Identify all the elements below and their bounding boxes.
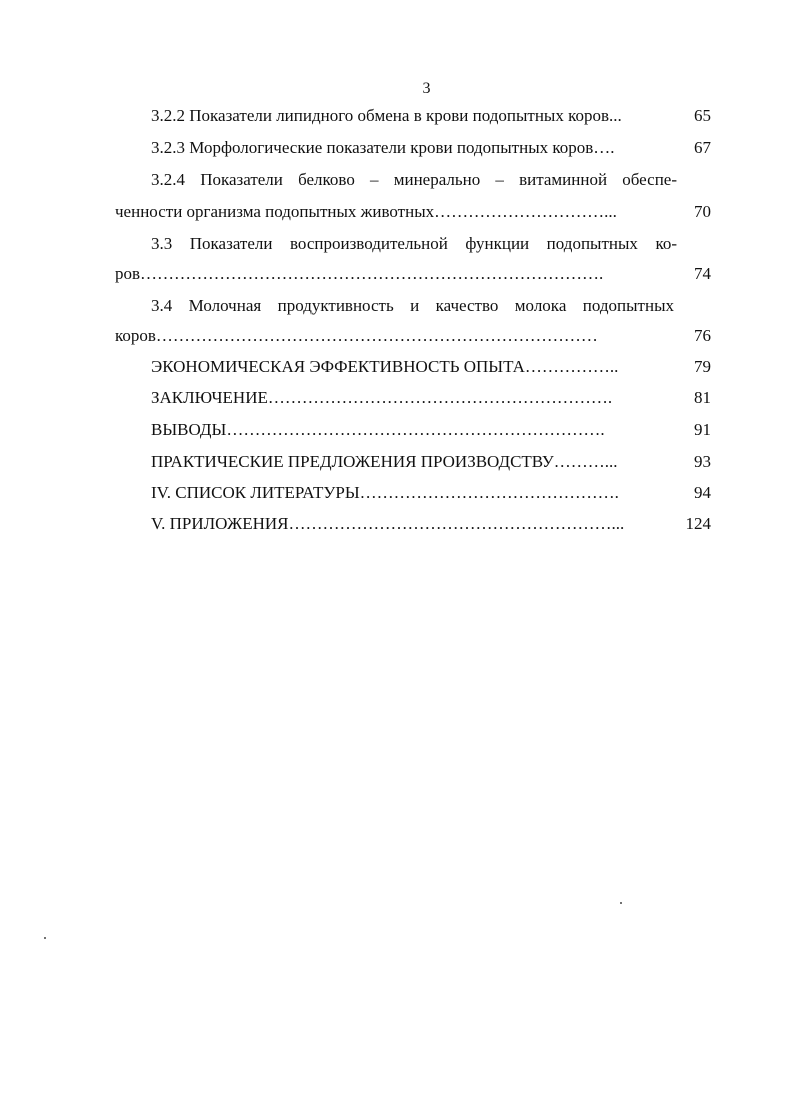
- toc-entry-title: V. ПРИЛОЖЕНИЯ…………………………………………………...: [151, 514, 625, 533]
- toc-entry-title-continued: ченности организма подопытных животных…………………………...: [115, 202, 617, 221]
- toc-entry: [0, 355, 799, 379]
- toc-entry-page: 65: [694, 106, 711, 125]
- toc-entry-title: ЭКОНОМИЧЕСКАЯ ЭФФЕКТИВНОСТЬ ОПЫТА……………..: [151, 357, 619, 376]
- toc-entry: [0, 418, 799, 442]
- toc-entry-title: 3.2.3 Морфологические показатели крови подопытных коров….: [151, 138, 615, 157]
- toc-entry-title: 3.4 Молочная продуктивность и качество молока подопытных: [151, 296, 674, 315]
- toc-entry: [0, 104, 799, 128]
- toc-entry: [0, 512, 799, 536]
- page-number: 3: [422, 80, 431, 97]
- toc-entry-page: 67: [694, 138, 711, 157]
- toc-entry-title: ВЫВОДЫ………………………………………………………….: [151, 420, 605, 439]
- toc-entry-page: 93: [694, 452, 711, 471]
- scan-speck: [620, 902, 622, 904]
- toc-entry-title: 3.3 Показатели воспроизводительной функции подопытных ко-: [151, 234, 677, 253]
- toc-entry-title: 3.2.4 Показатели белково – минерально – витаминной обеспе-: [151, 170, 677, 189]
- toc-entry-page: 94: [694, 483, 711, 502]
- toc-entry-title: ЗАКЛЮЧЕНИЕ…………………………………………………….: [151, 388, 613, 407]
- toc-entry-line: [0, 294, 799, 318]
- toc-entry-title: ПРАКТИЧЕСКИЕ ПРЕДЛОЖЕНИЯ ПРОИЗВОДСТВУ………...: [151, 452, 618, 471]
- toc-entry-page: 74: [694, 264, 711, 283]
- toc-entry-page: 91: [694, 420, 711, 439]
- toc-entry-page: 81: [694, 388, 711, 407]
- toc-entry: [0, 450, 799, 474]
- toc-entry-title: 3.2.2 Показатели липидного обмена в крови подопытных коров...: [151, 106, 622, 125]
- scan-speck: [44, 937, 46, 939]
- toc-entry-page: 70: [694, 202, 711, 221]
- toc-entry-line: [0, 232, 799, 256]
- toc-entry: [0, 324, 799, 348]
- toc-entry-page: 79: [694, 357, 711, 376]
- toc-entry: [0, 481, 799, 505]
- toc-entry: [0, 136, 799, 160]
- toc-entry: [0, 386, 799, 410]
- toc-entry-page: 76: [694, 326, 711, 345]
- toc-entry-title-continued: коров……………………………………………………………………: [115, 326, 598, 345]
- toc-entry: [0, 200, 799, 224]
- toc-entry-title: IV. СПИСОК ЛИТЕРАТУРЫ……………………………………….: [151, 483, 619, 502]
- toc-entry: [0, 262, 799, 286]
- toc-entry-line: [0, 168, 799, 192]
- toc-entry-page: 124: [685, 514, 711, 533]
- toc-entry-title-continued: ров……………………………………………………………………….: [115, 264, 604, 283]
